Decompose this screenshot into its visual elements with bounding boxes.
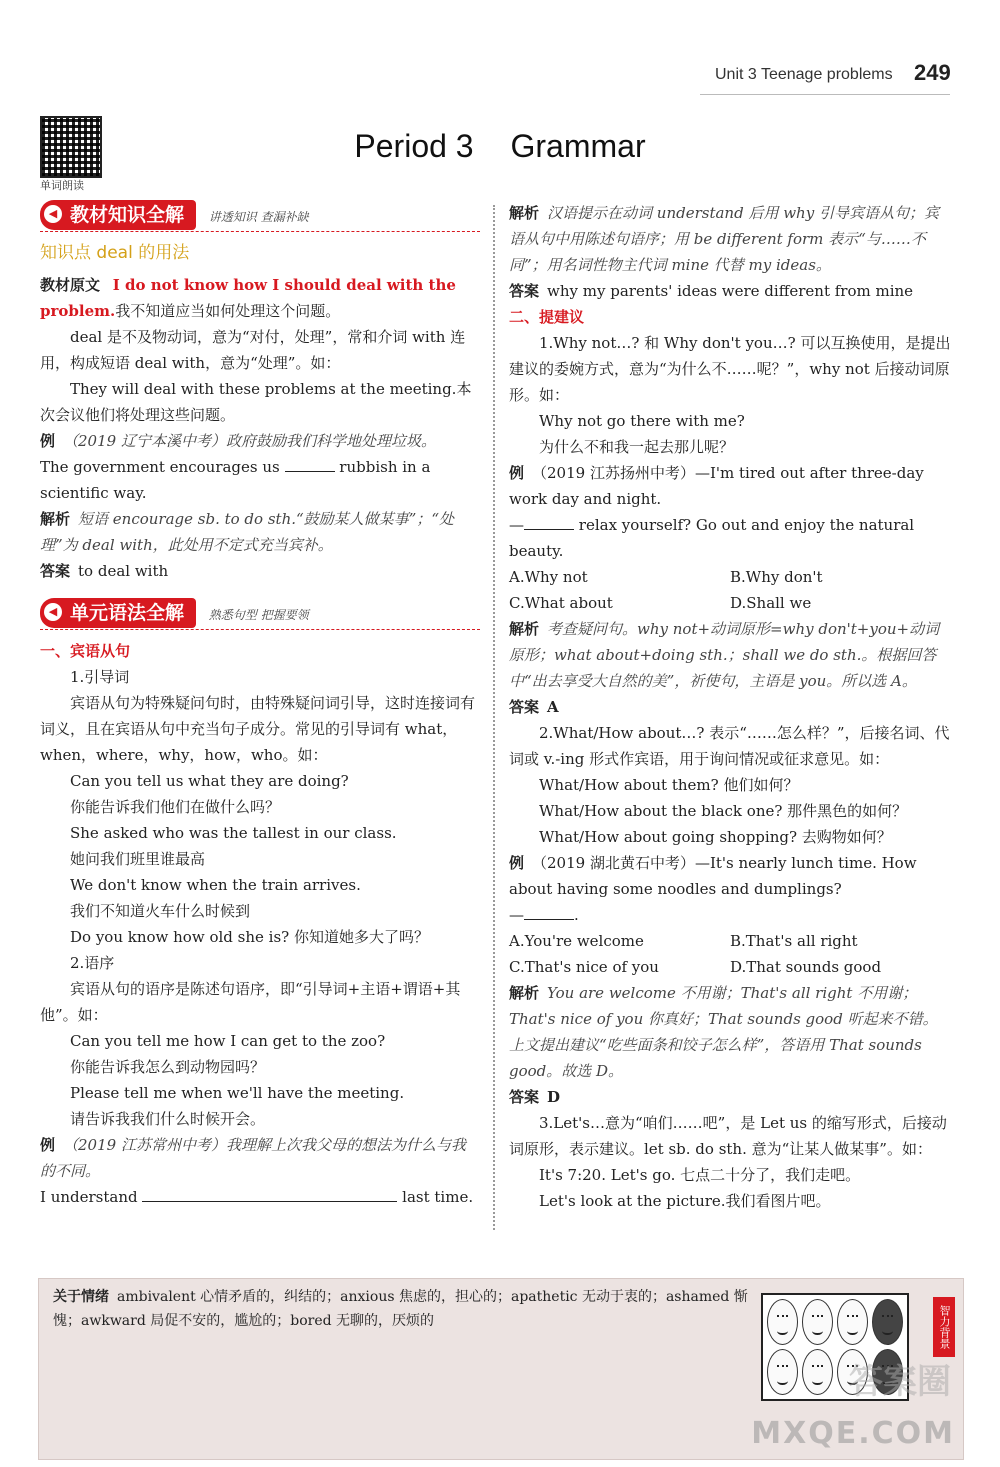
answer-4: 答案 D [509,1088,561,1106]
example-en: Please tell me when we'll have the meeting. [70,1084,405,1102]
options-row [509,954,951,980]
face-icon [802,1299,833,1345]
watermark-logo: 答案圈 [849,1362,951,1402]
title-subject: Grammar [510,128,646,164]
banner-rule [40,231,480,232]
example-cn: 我们不知道火车什么时候到 [70,902,251,920]
page-number: 249 [914,60,951,85]
banner-tag: ◀ 单元语法全解 [40,598,196,628]
example-en: What/How about going shopping? 去购物如何？ [539,828,892,846]
emotion-vocab-box [38,1278,964,1460]
options-row [509,928,951,954]
banner-tag: ◀ 教材知识全解 [40,200,196,230]
option-b[interactable]: B.Why don't [730,568,823,586]
banner-subtitle: 熟悉句型 把握要领 [208,608,309,622]
title-period: Period 3 [354,128,474,164]
brain-background-tab: 智力背景 [933,1297,955,1357]
section-banner-grammar [40,598,480,632]
answer-blank[interactable] [285,457,335,472]
face-icon [872,1299,903,1345]
example-en: She asked who was the tallest in our class. [70,824,397,842]
example-cn: 为什么不和我一起去那儿呢？ [539,438,735,456]
qr-label: 单词朗读 [40,179,84,192]
explanation-paragraph: deal 是不及物动词，意为“对付，处理”，常和介词 with 连用，构成短语 deal with，意为“处理”。如： [40,328,466,372]
emotion-vocab-text: 关于情绪 ambivalent 心情矛盾的，纠结的；anxious 焦虑的，担心的；apathetic 无动于衷的；ashamed 惭愧；awkward 局促不安的，尴尬的；bored 无聊的，厌烦的 [53,1289,748,1329]
orig-english: I do not know how I should deal with the problem. [40,276,456,320]
example-en: It's 7:20. Let's go. 七点二十分了，我们走吧。 [539,1166,861,1184]
explanation-paragraph: 3.Let's…意为“咱们……吧”，是 Let us 的缩写形式，后接动词原形，表示建议。let sb. do sth. 意为“让某人做某事”。如： [509,1114,947,1158]
answer-blank[interactable] [524,515,574,530]
options-row [509,564,951,590]
exercise-3: 例 （2019 江苏扬州中考）—I'm tired out after three-day work day and night. — relax yourself? Go out and enjoy the natural beauty. [509,464,924,560]
textbook-original [40,272,480,324]
exercise-4: 例 （2019 湖北黄石中考）—It's nearly lunch time. How about having some noodles and dumplings? — . [509,854,917,924]
orig-chinese: 我不知道应当如何处理这个问题。 [115,302,341,320]
exercise-1: 例 （2019 辽宁本溪中考）政府鼓励我们科学地处理垃圾。 The government encourages us rubbish in a scientific way. [40,432,436,502]
face-icon [837,1299,868,1345]
page-title [0,128,1000,165]
running-header: Unit 3 Teenage problems [715,66,893,83]
emotion-vocab-label: 关于情绪 [53,1289,109,1305]
example-en: What/How about them? 他们如何？ [539,776,799,794]
face-icon [767,1349,798,1395]
banner-rule [40,629,480,630]
subheading: 1.引导词 [70,668,130,686]
option-d[interactable]: D.That sounds good [730,958,882,976]
explanation-paragraph: 宾语从句的语序是陈述句语序，即“引导词+主语+谓语+其他”。如： [40,980,461,1024]
analysis-2: 解析 汉语提示在动词 understand 后用 why 引导宾语从句；宾语从句中用陈述句语序；用 be different form 表示“与……不同”；用名词性物主代词 mine 代替 my ideas。 [509,204,939,274]
option-a[interactable]: A.Why not [509,568,588,586]
header-rule [700,94,950,95]
option-c[interactable]: C.What about [509,594,613,612]
section-banner-textbook [40,200,480,234]
example-en: Do you know how old she is? 你知道她多大了吗？ [70,928,429,946]
face-icon [767,1299,798,1345]
example-cn: 她问我们班里谁最高 [70,850,206,868]
knowledge-point-title: 知识点 deal 的用法 [40,243,190,263]
example-cn: 你能告诉我们他们在做什么吗？ [70,798,281,816]
explanation-paragraph: 2.What/How about…? 表示“……怎么样？”，后接名词、代词或 v.-ing 形式作宾语，用于询问情况或征求意见。如： [509,724,950,768]
subheading: 2.语序 [70,954,115,972]
example-en: Why not go there with me? [539,412,745,430]
explanation-paragraph: 宾语从句为特殊疑问句时，由特殊疑问词引导，这时连接词有词义，且在宾语从句中充当句子成分。常见的引导词有 what，when，where，why，how，who。如： [40,694,476,764]
example-sentence: They will deal with these problems at the meeting.本次会议他们将处理这些问题。 [40,380,472,424]
example-en: What/How about the black one? 那件黑色的如何？ [539,802,908,820]
answer-2: 答案 why my parents' ideas were different from mine [509,282,914,300]
speaker-icon: ◀ [44,205,62,223]
option-c[interactable]: C.That's nice of you [509,958,659,976]
example-en: Can you tell us what they are doing? [70,772,349,790]
section-heading: 一、宾语从句 [40,642,131,660]
answer-3: 答案 A [509,698,559,716]
example-cn: 你能告诉我怎么到动物园吗？ [70,1058,266,1076]
option-a[interactable]: A.You're welcome [509,932,644,950]
option-b[interactable]: B.That's all right [730,932,858,950]
speaker-icon: ◀ [44,603,62,621]
banner-subtitle: 讲透知识 查漏补缺 [208,210,309,224]
face-icon [802,1349,833,1395]
column-divider [493,205,495,1230]
example-cn: 请告诉我我们什么时候开会。 [70,1110,266,1128]
analysis-3: 解析 考查疑问句。why not+动词原形=why don't+you+动词原形；what about+doing sth.；shall we do sth.。根据回答中“出去享受大自然的美”，祈使句，主语是 you。所以选 A。 [509,620,940,690]
exercise-2: 例 （2019 江苏常州中考）我理解上次我父母的想法为什么与我的不同。 I understand last time. [40,1136,474,1206]
left-column [40,200,480,1210]
section-heading: 二、提建议 [509,308,585,326]
example-en: We don't know when the train arrives. [70,876,361,894]
orig-label: 教材原文 [40,276,101,294]
example-en: Can you tell me how I can get to the zoo? [70,1032,386,1050]
answer-1: 答案 to deal with [40,562,169,580]
watermark: MXQE.COM [751,1416,955,1451]
option-d[interactable]: D.Shall we [730,594,812,612]
options-row [509,590,951,616]
answer-blank[interactable] [142,1187,397,1202]
analysis-1: 解析 短语 encourage sb. to do sth.“鼓励某人做某事”；“处理”为 deal with，此处用不定式充当宾补。 [40,510,454,554]
explanation-paragraph: 1.Why not…? 和 Why don't you…? 可以互换使用，是提出建议的委婉方式，意为“为什么不……呢？”，why not 后接动词原形。如： [509,334,951,404]
right-column [509,200,951,1214]
example-en: Let's look at the picture.我们看图片吧。 [539,1192,831,1210]
analysis-4: 解析 You are welcome 不用谢；That's all right 不用谢；That's nice of you 你真好；That sounds good 听起来不错。上文提出建议“吃些面条和饺子怎么样”，答语用 That sounds good。故选 D。 [509,984,938,1080]
answer-blank[interactable] [524,905,574,920]
